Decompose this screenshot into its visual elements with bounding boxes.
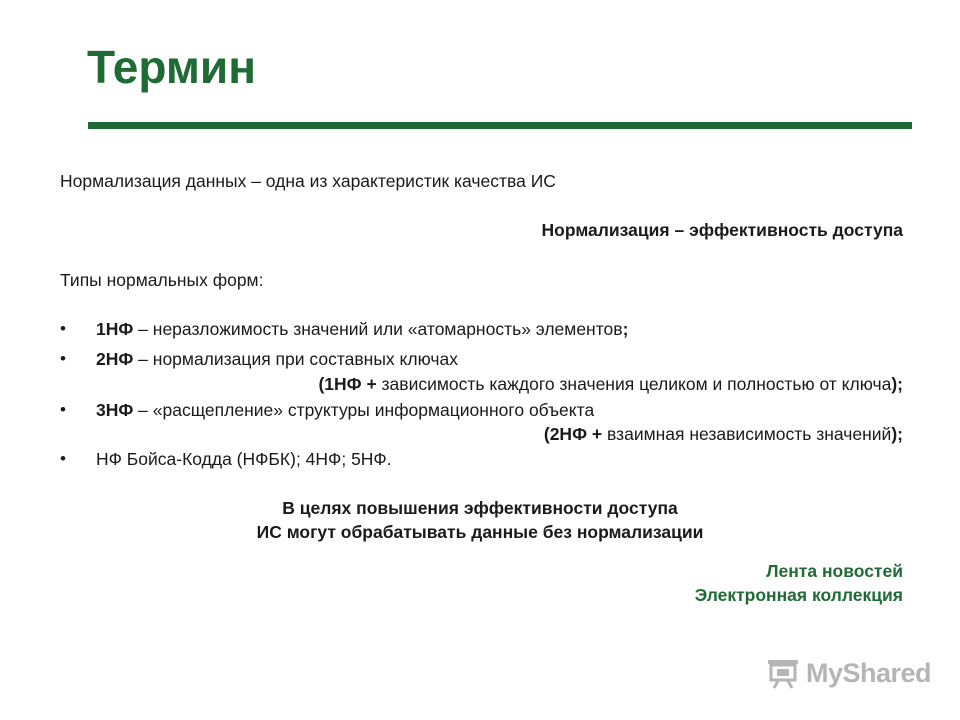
tradeoff-statement [542,219,903,241]
intro-text: Нормализация данных – одна из характеристик качества ИС [60,171,556,191]
list-item-3nf: 3НФ – «расщепление» структуры информационного объекта [96,400,595,420]
slide-title: Термин [87,41,256,93]
types-heading: Типы нормальных форм: [60,270,264,290]
form-desc-1nf: неразложимость значений или «атомарность» элементов [152,319,623,339]
title-divider [88,122,912,129]
form-label-2nf: 2НФ [96,349,134,369]
bullet-dot-1nf: • [60,319,66,338]
myshared-watermark [766,655,931,691]
watermark-text: MyShared [806,657,932,688]
bullet-dot-bcnf: • [60,449,66,468]
list-item-bcnf: НФ Бойса-Кодда (НФБК); 4НФ; 5НФ. [96,449,392,469]
conclusion-line-1: В целях повышения эффективности доступа [282,498,678,518]
tradeoff-right: эффективность доступа [689,220,903,240]
conclusion-line-2: ИС могут обрабатывать данные без нормализации [256,522,704,542]
bullet-dot-3nf: • [60,400,66,419]
form-label-3nf: 3НФ [96,400,134,420]
list-item-2nf: 2НФ – нормализация при составных ключах [96,349,458,369]
list-item-1nf: 1НФ – неразложимость значений или «атомарность» элементов; [96,319,629,339]
electronic-collection-link[interactable]: Электронная коллекция [694,585,903,605]
tradeoff-left: Нормализация [541,220,670,240]
news-feed-link[interactable]: Лента новостей [766,561,903,581]
form-desc-3nf: «расщепление» структуры информационного объекта [152,400,595,420]
list-item-3nf-detail: (2НФ + взаимная независимость значений); [543,424,903,444]
presentation-icon [766,657,800,689]
tradeoff-dash: – [669,220,690,240]
bullet-dot-2nf: • [60,349,66,368]
form-label-1nf: 1НФ [96,319,134,339]
form-desc-2nf: нормализация при составных ключах [152,349,458,369]
list-item-2nf-detail: (1НФ + зависимость каждого значения целиком и полностью от ключа); [318,374,903,394]
